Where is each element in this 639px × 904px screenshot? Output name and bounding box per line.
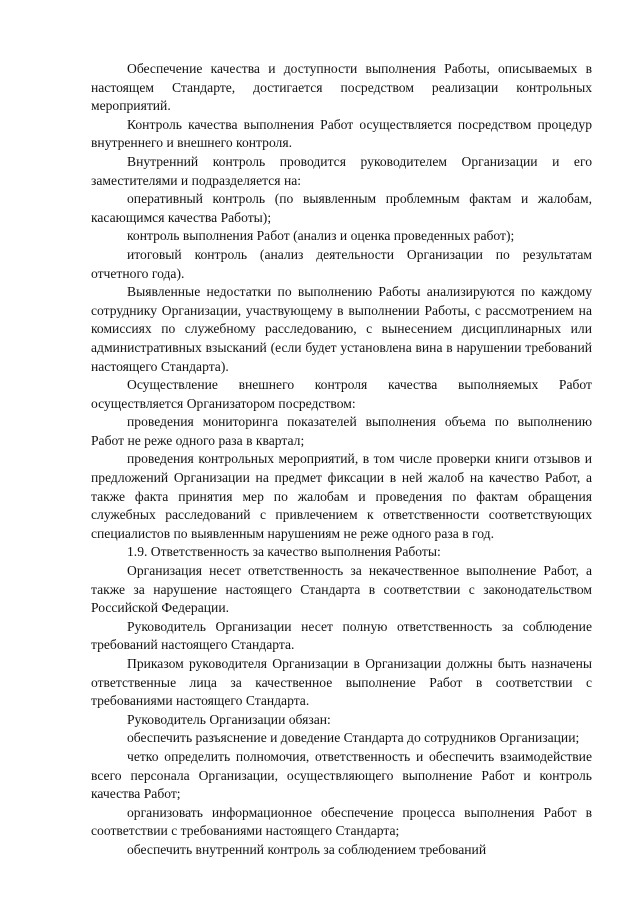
- paragraph-2: Контроль качества выполнения Работ осуществляется посредством процедур внутреннего и внешнего контроля.: [91, 116, 592, 151]
- paragraph-10: проведения контрольных мероприятий, в том числе проверки книги отзывов и предложений Организации на предмет фиксации в ней жалоб на качество Работ, а также факта принятия мер по жалобам и проведения по фактам обращения служебных расследований с привлечением к ответственности соответствующих специалистов по выявленным нарушениям не реже одного раза в год.: [91, 451, 592, 541]
- paragraph-16: обеспечить разъяснение и доведение Стандарта до сотрудников Организации;: [127, 730, 580, 746]
- paragraph-7: Выявленные недостатки по выполнению Работы анализируются по каждому сотруднику Организации, участвующему в выполнении Работы, с рассмотрением на комиссиях по служебному расследованию, с вынесением дисциплинарных или административных взысканий (если будет установлена вина в нарушении требований настоящего Стандарта).: [91, 284, 592, 374]
- paragraph-12: Организация несет ответственность за некачественное выполнение Работ, а также за нарушение настоящего Стандарта в соответствии с законодательством Российской Федерации.: [91, 563, 592, 616]
- paragraph-8: Осуществление внешнего контроля качества выполняемых Работ осуществляется Организатором посредством:: [91, 377, 592, 411]
- paragraph-4: оперативный контроль (по выявленным проблемным фактам и жалобам, касающимся качества Работы);: [91, 191, 592, 225]
- paragraph-14: Приказом руководителя Организации в Организации должны быть назначены ответственные лица за качественное выполнение Работ в соответствии с требованиями настоящего Стандарта.: [91, 656, 592, 709]
- paragraph-5: контроль выполнения Работ (анализ и оценка проведенных работ);: [127, 228, 515, 244]
- paragraph-13: Руководитель Организации несет полную ответственность за соблюдение требований настоящего Стандарта.: [91, 618, 592, 653]
- paragraph-6: итоговый контроль (анализ деятельности Организации по результатам отчетного года).: [91, 246, 592, 281]
- paragraph-1: Обеспечение качества и доступности выполнения Работы, описываемых в настоящем Стандарте, достигается посредством реализации контрольных мероприятий.: [91, 61, 592, 114]
- section-heading-1-9: 1.9. Ответственность за качество выполнения Работы:: [127, 544, 441, 560]
- paragraph-18: организовать информационное обеспечение процесса выполнения Работ в соответствии с требованиями настоящего Стандарта;: [91, 804, 592, 839]
- paragraph-19: обеспечить внутренний контроль за соблюдением требований: [127, 841, 487, 857]
- paragraph-15: Руководитель Организации обязан:: [127, 711, 331, 727]
- paragraph-17: четко определить полномочия, ответственность и обеспечить взаимодействие всего персонала Организации, осуществляющего выполнение Работ и контроль качества Работ;: [91, 748, 592, 802]
- paragraph-3: Внутренний контроль проводится руководителем Организации и его заместителями и подразделяется на:: [91, 153, 592, 188]
- paragraph-9: проведения мониторинга показателей выполнения объема по выполнению Работ не реже одного раза в квартал;: [91, 414, 592, 448]
